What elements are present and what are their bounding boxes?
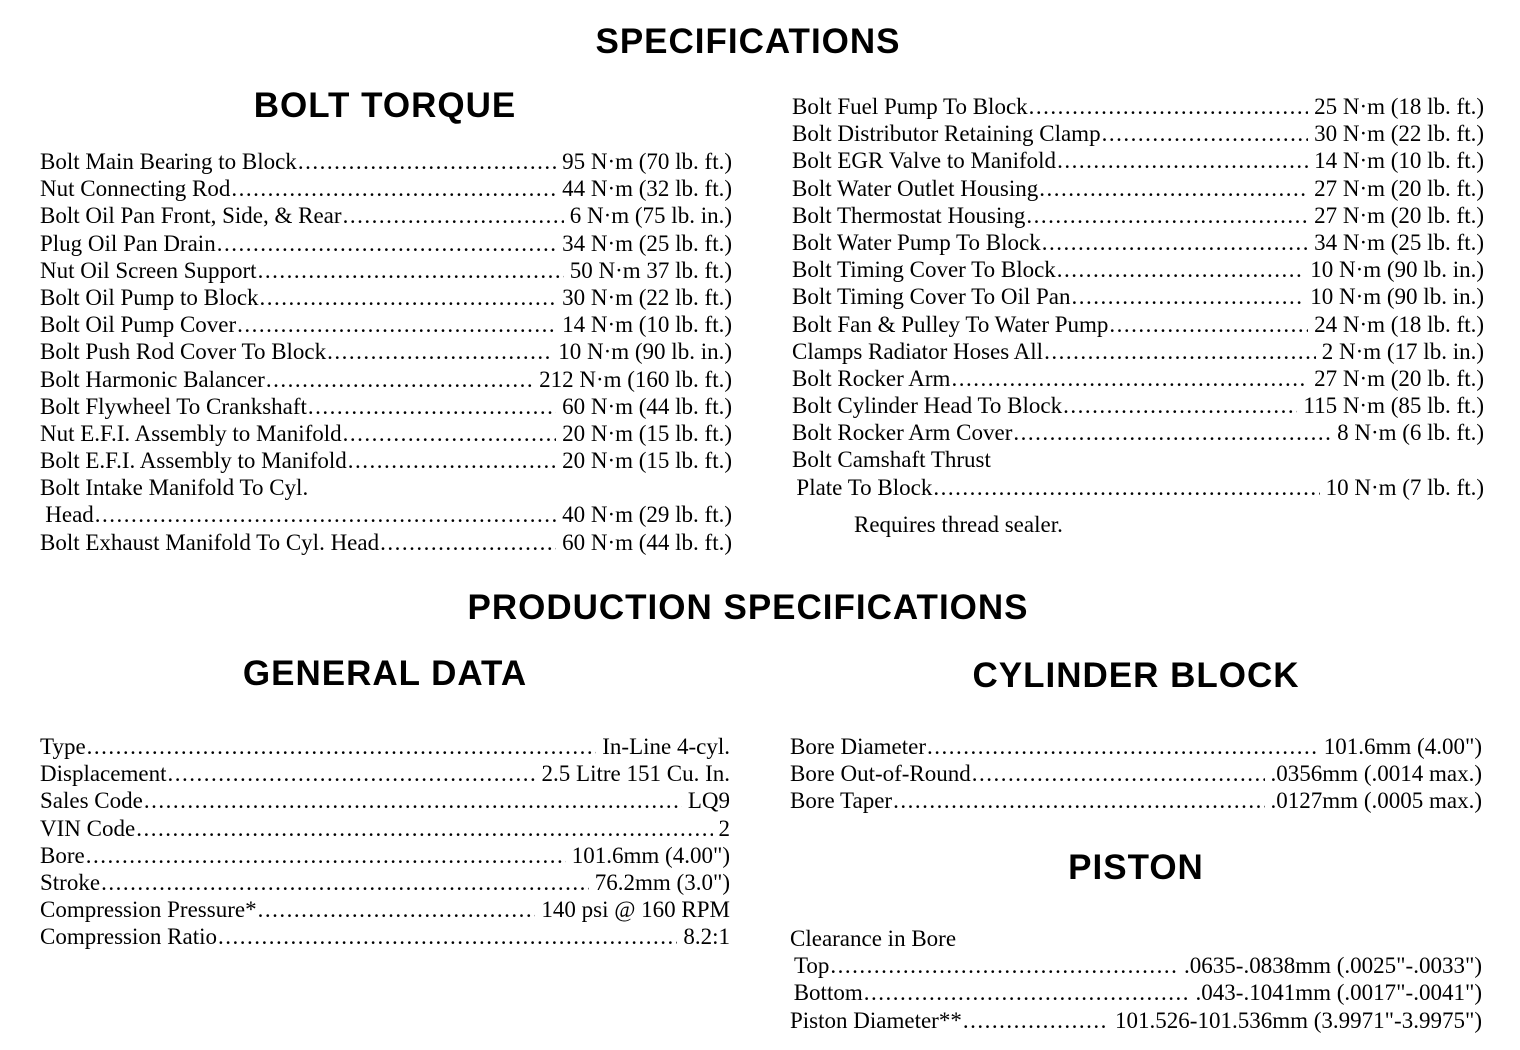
spec-row-heading xyxy=(790,925,1482,952)
spec-label: Compression Ratio xyxy=(40,924,217,950)
spec-label: Displacement xyxy=(40,761,167,787)
spec-row xyxy=(40,896,730,923)
spec-label: Head xyxy=(45,502,94,528)
spec-label: Bolt Oil Pump Cover xyxy=(40,312,237,338)
spec-label: Top xyxy=(793,953,830,979)
spec-label: Nut E.F.I. Assembly to Manifold xyxy=(40,420,342,446)
spec-value: 14 N·m (10 lb. ft.) xyxy=(1314,148,1484,174)
spec-value: .043-.1041mm (.0017"-.0041") xyxy=(1195,980,1482,1006)
spec-label: Bolt Distributor Retaining Clamp xyxy=(792,121,1101,147)
leader-dots xyxy=(260,284,557,311)
spec-row xyxy=(40,230,732,257)
leader-dots xyxy=(95,501,556,528)
spec-value: .0127mm (.0005 max.) xyxy=(1270,788,1482,814)
spec-label: Bolt Rocker Arm Cover xyxy=(792,420,1013,446)
spec-label: Bolt Cylinder Head To Block xyxy=(792,393,1063,419)
leader-dots xyxy=(1109,311,1308,338)
leader-dots xyxy=(237,311,556,338)
spec-label: Bolt Harmonic Balancer xyxy=(40,366,265,392)
leader-dots xyxy=(1072,283,1305,310)
spec-value: 101.6mm (4.00") xyxy=(571,842,730,868)
leader-dots xyxy=(144,787,682,814)
spec-value: 140 psi @ 160 RPM xyxy=(541,897,730,923)
spec-label: Piston Diameter** xyxy=(790,1007,962,1033)
spec-value: 60 N·m (44 lb. ft.) xyxy=(562,529,732,555)
spec-label: Type xyxy=(40,734,86,759)
leader-dots xyxy=(343,420,556,447)
spec-value: In-Line 4-cyl. xyxy=(602,734,730,759)
spec-value: 10 N·m (90 lb. in.) xyxy=(558,339,732,365)
spec-value: LQ9 xyxy=(687,788,730,814)
spec-row xyxy=(790,760,1482,787)
leader-dots xyxy=(963,1007,1109,1034)
spec-row xyxy=(792,229,1484,256)
spec-row xyxy=(790,1007,1482,1034)
leader-dots xyxy=(1044,338,1316,365)
leader-dots xyxy=(1063,392,1297,419)
spec-label: Bolt Timing Cover To Oil Pan xyxy=(792,284,1071,310)
spec-row xyxy=(792,202,1484,229)
leader-dots xyxy=(380,529,556,556)
bolt-torque-left-list xyxy=(40,148,732,556)
spec-row xyxy=(792,256,1484,283)
piston-list xyxy=(790,925,1482,1034)
spec-value: 50 N·m 37 lb. ft.) xyxy=(569,257,732,283)
spec-value: 212 N·m (160 lb. ft.) xyxy=(539,366,732,392)
spec-value: 20 N·m (15 lb. ft.) xyxy=(562,448,732,474)
spec-value: 8 N·m (6 lb. ft.) xyxy=(1337,420,1484,446)
spec-row-heading xyxy=(792,446,1484,473)
leader-dots xyxy=(298,148,556,175)
spec-label: Bolt EGR Valve to Manifold xyxy=(792,148,1057,174)
spec-row xyxy=(792,147,1484,174)
spec-value: 2.5 Litre 151 Cu. In. xyxy=(541,761,730,787)
spec-value: 30 N·m (22 lb. ft.) xyxy=(562,284,732,310)
spec-row xyxy=(40,257,732,284)
spec-value: 95 N·m (70 lb. ft.) xyxy=(562,149,732,174)
spec-label: Stroke xyxy=(40,869,101,895)
leader-dots xyxy=(1057,147,1308,174)
spec-row xyxy=(40,175,732,202)
production-specifications-heading: PRODUCTION SPECIFICATIONS xyxy=(467,588,1029,627)
spec-row xyxy=(40,815,730,842)
spec-label: Bolt Fuel Pump To Block xyxy=(792,94,1028,119)
leader-dots xyxy=(893,787,1264,814)
spec-row xyxy=(40,923,730,950)
spec-value: 30 N·m (22 lb. ft.) xyxy=(1314,121,1484,147)
spec-row xyxy=(40,366,732,393)
leader-dots xyxy=(266,366,533,393)
leader-dots xyxy=(231,175,556,202)
spec-value: 76.2mm (3.0") xyxy=(594,869,730,895)
spec-label: Bolt Camshaft Thrust xyxy=(792,447,991,473)
leader-dots xyxy=(864,979,1190,1006)
leader-dots xyxy=(927,733,1318,760)
leader-dots xyxy=(217,230,556,257)
spec-label: Bolt Exhaust Manifold To Cyl. Head xyxy=(40,529,380,555)
spec-label: Bolt Fan & Pulley To Water Pump xyxy=(792,311,1109,337)
leader-dots xyxy=(218,923,677,950)
leader-dots xyxy=(86,842,566,869)
spec-row xyxy=(790,979,1482,1006)
spec-label: Sales Code xyxy=(40,788,143,814)
spec-value: 60 N·m (44 lb. ft.) xyxy=(562,393,732,419)
spec-value: 2 N·m (17 lb. in.) xyxy=(1321,338,1484,364)
spec-row xyxy=(792,365,1484,392)
spec-row xyxy=(792,311,1484,338)
spec-value: 8.2:1 xyxy=(683,924,730,950)
spec-value: 34 N·m (25 lb. ft.) xyxy=(1314,229,1484,255)
leader-dots xyxy=(951,365,1308,392)
spec-label: VIN Code xyxy=(40,815,136,841)
spec-row xyxy=(40,501,732,528)
leader-dots xyxy=(258,896,536,923)
spec-label: Nut Connecting Rod xyxy=(40,176,231,202)
spec-label: Bolt Push Rod Cover To Block xyxy=(40,339,327,365)
spec-row xyxy=(40,148,732,175)
leader-dots xyxy=(830,952,1178,979)
thread-sealer-note: Requires thread sealer. xyxy=(854,512,1063,537)
spec-label: Bolt Intake Manifold To Cyl. xyxy=(40,475,309,501)
spec-label: Bore Diameter xyxy=(790,734,927,759)
spec-label: Bore xyxy=(40,842,85,868)
spec-label: Bolt Rocker Arm xyxy=(792,365,951,391)
spec-label: Bolt Thermostat Housing xyxy=(792,202,1026,228)
spec-label: Bolt Timing Cover To Block xyxy=(792,257,1056,283)
leader-dots xyxy=(1042,229,1308,256)
spec-value: 27 N·m (20 lb. ft.) xyxy=(1314,202,1484,228)
spec-row xyxy=(792,419,1484,446)
spec-row xyxy=(790,733,1482,760)
cylinder-block-list xyxy=(790,733,1482,815)
spec-value: 115 N·m (85 lb. ft.) xyxy=(1303,393,1484,419)
spec-label: Compression Pressure* xyxy=(40,897,257,923)
spec-row xyxy=(40,393,732,420)
leader-dots xyxy=(1039,175,1308,202)
spec-row xyxy=(40,202,732,229)
spec-row xyxy=(40,420,732,447)
spec-value: 27 N·m (20 lb. ft.) xyxy=(1314,365,1484,391)
leader-dots xyxy=(348,447,556,474)
leader-dots xyxy=(933,474,1319,501)
spec-label: Bolt Oil Pan Front, Side, & Rear xyxy=(40,203,342,229)
spec-label: Bore Taper xyxy=(790,788,893,814)
spec-value: 10 N·m (7 lb. ft.) xyxy=(1325,474,1484,500)
spec-value: 20 N·m (15 lb. ft.) xyxy=(562,420,732,446)
spec-row xyxy=(40,869,730,896)
bolt-torque-right-list xyxy=(792,93,1484,501)
piston-heading: PISTON xyxy=(1068,848,1204,887)
spec-label: Bore Out-of-Round xyxy=(790,761,971,787)
spec-label: Plate To Block xyxy=(796,474,933,500)
spec-label: Bolt Oil Pump to Block xyxy=(40,284,259,310)
spec-row xyxy=(792,392,1484,419)
spec-value: 10 N·m (90 lb. in.) xyxy=(1310,257,1484,283)
spec-value: 40 N·m (29 lb. ft.) xyxy=(562,502,732,528)
leader-dots xyxy=(343,202,564,229)
general-data-list xyxy=(40,733,730,951)
spec-row xyxy=(792,120,1484,147)
spec-row xyxy=(40,447,732,474)
spec-row xyxy=(40,787,730,814)
spec-label: Clamps Radiator Hoses All xyxy=(792,338,1044,364)
spec-value: 101.526-101.536mm (3.9971"-3.9975") xyxy=(1115,1007,1482,1033)
leader-dots xyxy=(1102,120,1309,147)
spec-value: .0635-.0838mm (.0025"-.0033") xyxy=(1184,953,1482,979)
general-data-heading: GENERAL DATA xyxy=(242,654,528,693)
spec-label: Bolt Flywheel To Crankshaft xyxy=(40,393,307,419)
leader-dots xyxy=(258,257,564,284)
spec-row xyxy=(792,175,1484,202)
spec-row xyxy=(40,338,732,365)
spec-row xyxy=(40,733,730,760)
spec-value: 10 N·m (90 lb. in.) xyxy=(1310,284,1484,310)
leader-dots xyxy=(1057,256,1304,283)
spec-value: 2 xyxy=(718,815,730,841)
spec-label: Bolt Water Pump To Block xyxy=(792,229,1041,255)
spec-label: Bolt Water Outlet Housing xyxy=(792,175,1039,201)
leader-dots xyxy=(972,760,1265,787)
spec-label: Bolt Main Bearing to Block xyxy=(40,149,297,174)
spec-row xyxy=(40,760,730,787)
spec-value: 25 N·m (18 lb. ft.) xyxy=(1314,94,1484,119)
spec-row xyxy=(790,952,1482,979)
spec-row xyxy=(790,787,1482,814)
spec-row xyxy=(40,529,732,556)
leader-dots xyxy=(136,815,712,842)
spec-row xyxy=(792,338,1484,365)
spec-label: Plug Oil Pan Drain xyxy=(40,230,216,256)
leader-dots xyxy=(1013,419,1331,446)
leader-dots xyxy=(167,760,535,787)
leader-dots xyxy=(308,393,556,420)
spec-value: 14 N·m (10 lb. ft.) xyxy=(562,312,732,338)
spec-value: 24 N·m (18 lb. ft.) xyxy=(1314,311,1484,337)
spec-label: Clearance in Bore xyxy=(790,926,957,951)
spec-value: 34 N·m (25 lb. ft.) xyxy=(562,230,732,256)
leader-dots xyxy=(1029,93,1308,120)
spec-value: 6 N·m (75 lb. in.) xyxy=(569,203,732,229)
spec-row xyxy=(792,474,1484,501)
cylinder-block-heading: CYLINDER BLOCK xyxy=(972,656,1300,695)
leader-dots xyxy=(87,733,597,760)
bolt-torque-heading: BOLT TORQUE xyxy=(253,86,517,125)
spec-row xyxy=(40,284,732,311)
spec-row-heading xyxy=(40,474,732,501)
leader-dots xyxy=(1026,202,1308,229)
spec-row xyxy=(792,93,1484,120)
leader-dots xyxy=(101,869,589,896)
spec-row xyxy=(792,283,1484,310)
spec-value: 27 N·m (20 lb. ft.) xyxy=(1314,175,1484,201)
spec-row xyxy=(40,311,732,338)
spec-value: 101.6mm (4.00") xyxy=(1323,734,1482,759)
spec-row xyxy=(40,842,730,869)
spec-label: Bottom xyxy=(793,980,863,1006)
spec-value: 44 N·m (32 lb. ft.) xyxy=(562,176,732,202)
spec-value: .0356mm (.0014 max.) xyxy=(1270,761,1482,787)
spec-label: Bolt E.F.I. Assembly to Manifold xyxy=(40,448,347,474)
leader-dots xyxy=(327,338,552,365)
spec-label: Nut Oil Screen Support xyxy=(40,257,257,283)
page-title: SPECIFICATIONS xyxy=(595,22,901,61)
